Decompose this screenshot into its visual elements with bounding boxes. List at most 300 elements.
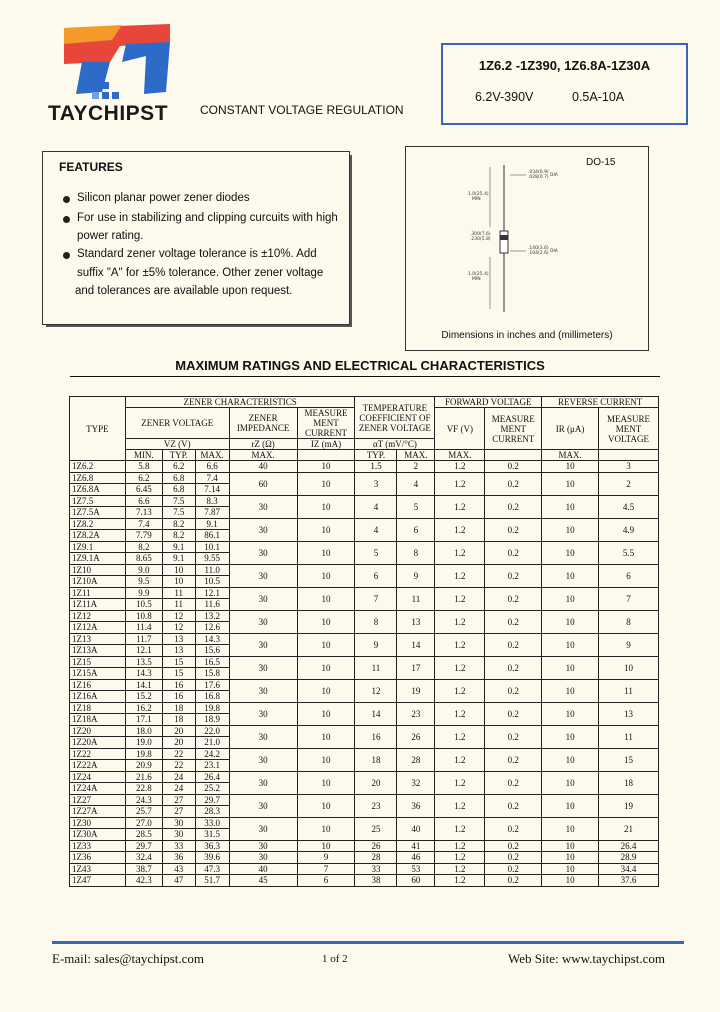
footer-email[interactable]: E-mail: sales@taychipst.com	[52, 951, 205, 966]
cell-tm: 26	[397, 725, 435, 748]
characteristics-table	[69, 396, 659, 887]
cell-t: 1Z13	[70, 633, 126, 645]
cell-vmax: 10.5	[195, 576, 229, 588]
cell-vmin: 9.9	[125, 587, 162, 599]
cell-t: 1Z9.1	[70, 541, 126, 553]
cell-vf: 1.2	[435, 748, 485, 771]
cell-tm: 17	[397, 656, 435, 679]
cell-vmax: 17.6	[195, 679, 229, 691]
cell-vmax: 15.8	[195, 668, 229, 680]
cell-vtyp: 10	[162, 564, 195, 576]
cell-tt: 6	[355, 564, 397, 587]
cell-ir: 10	[542, 461, 599, 473]
table-row	[70, 794, 659, 806]
cell-if: 0.2	[485, 840, 542, 852]
cell-if: 0.2	[485, 472, 542, 495]
cell-vmax: 14.3	[195, 633, 229, 645]
cell-iz: 10	[297, 564, 355, 587]
cell-t: 1Z24A	[70, 783, 126, 795]
cell-vtyp: 7.5	[162, 495, 195, 507]
cell-t: 1Z11A	[70, 599, 126, 611]
cell-vr: 8	[599, 610, 659, 633]
cell-rz: 60	[229, 472, 297, 495]
header-measure-current-f: MEASURE MENT CURRENT	[485, 408, 542, 450]
cell-rz: 30	[229, 840, 297, 852]
cell-vf: 1.2	[435, 472, 485, 495]
cell-vtyp: 16	[162, 691, 195, 703]
cell-vtyp: 6.8	[162, 472, 195, 484]
cell-if: 0.2	[485, 587, 542, 610]
cell-tt: 25	[355, 817, 397, 840]
body-dia-suffix: DIA	[550, 249, 558, 254]
cell-iz: 10	[297, 771, 355, 794]
header-iz: IZ (mA)	[297, 439, 355, 450]
cell-rz: 40	[229, 863, 297, 875]
cell-rz: 30	[229, 564, 297, 587]
header-reverse-current: REVERSE CURRENT	[542, 397, 659, 408]
cell-tm: 8	[397, 541, 435, 564]
cell-vr: 21	[599, 817, 659, 840]
table-row	[70, 587, 659, 599]
cell-vr: 9	[599, 633, 659, 656]
cell-tm: 28	[397, 748, 435, 771]
cell-ir: 10	[542, 817, 599, 840]
cell-t: 1Z22	[70, 748, 126, 760]
cell-rz: 30	[229, 610, 297, 633]
cell-iz: 10	[297, 748, 355, 771]
header-alpha: αT (mV/°C)	[355, 439, 435, 450]
cell-tm: 9	[397, 564, 435, 587]
cell-iz: 10	[297, 495, 355, 518]
cell-ir: 10	[542, 725, 599, 748]
document-subtitle: CONSTANT VOLTAGE REGULATION	[200, 103, 404, 117]
cell-iz: 10	[297, 461, 355, 473]
body-len-label: .300(7.6)	[470, 232, 491, 237]
do15-package-drawing	[406, 147, 648, 327]
cell-iz: 10	[297, 656, 355, 679]
table-row	[70, 702, 659, 714]
cell-vtyp: 8.2	[162, 518, 195, 530]
cell-tt: 4	[355, 495, 397, 518]
cell-vmax: 7.4	[195, 472, 229, 484]
cell-iz: 10	[297, 541, 355, 564]
cell-vr: 7	[599, 587, 659, 610]
body-len-label-2: .230(5.8)	[470, 237, 491, 242]
cell-tm: 40	[397, 817, 435, 840]
cell-tm: 23	[397, 702, 435, 725]
cell-vmax: 22.0	[195, 725, 229, 737]
cell-vmax: 11.6	[195, 599, 229, 611]
section-title: MAXIMUM RATINGS AND ELECTRICAL CHARACTERISTICS	[175, 358, 545, 373]
cell-tm: 19	[397, 679, 435, 702]
cell-ir: 10	[542, 863, 599, 875]
cell-vmin: 16.2	[125, 702, 162, 714]
cell-vtyp: 7.5	[162, 507, 195, 519]
cell-ir: 10	[542, 794, 599, 817]
cell-rz: 30	[229, 541, 297, 564]
cell-if: 0.2	[485, 852, 542, 864]
header-typ: TYP.	[162, 450, 195, 461]
cell-if: 0.2	[485, 541, 542, 564]
cell-tm: 6	[397, 518, 435, 541]
cell-vr: 28.9	[599, 852, 659, 864]
cell-rz: 30	[229, 702, 297, 725]
table-row	[70, 518, 659, 530]
cell-tm: 46	[397, 852, 435, 864]
current-range: 0.5A-10A	[572, 90, 625, 104]
cell-t: 1Z10	[70, 564, 126, 576]
cell-tm: 36	[397, 794, 435, 817]
table-row	[70, 875, 659, 887]
cell-vmax: 19.8	[195, 702, 229, 714]
cell-iz: 10	[297, 518, 355, 541]
cell-t: 1Z18	[70, 702, 126, 714]
table-row	[70, 610, 659, 622]
cell-vmin: 7.79	[125, 530, 162, 542]
cell-iz: 7	[297, 863, 355, 875]
cell-vf: 1.2	[435, 564, 485, 587]
cell-tt: 5	[355, 541, 397, 564]
table-row	[70, 541, 659, 553]
cell-t: 1Z6.8	[70, 472, 126, 484]
cell-vf: 1.2	[435, 495, 485, 518]
cell-vmax: 15.6	[195, 645, 229, 657]
cell-vr: 26.4	[599, 840, 659, 852]
part-range-box	[441, 43, 688, 125]
cell-if: 0.2	[485, 725, 542, 748]
cell-t: 1Z6.2	[70, 461, 126, 473]
cell-tt: 20	[355, 771, 397, 794]
cell-vmin: 14.1	[125, 679, 162, 691]
header-temp-coef: TEMPERATURE COEFFICIENT OF ZENER VOLTAGE	[355, 397, 435, 439]
lead-len-top-min: MIN	[472, 197, 481, 202]
cell-iz: 10	[297, 633, 355, 656]
lead-len-top-label: 1.0(25.4)	[468, 192, 489, 197]
cell-vtyp: 9.1	[162, 541, 195, 553]
bullet-icon	[63, 196, 70, 203]
cell-vmin: 9.5	[125, 576, 162, 588]
section-underline	[70, 376, 660, 377]
part-range: 1Z6.2 -1Z390, 1Z6.8A-1Z30A	[478, 58, 651, 73]
cell-t: 1Z15	[70, 656, 126, 668]
cell-t: 1Z15A	[70, 668, 126, 680]
cell-ir: 10	[542, 656, 599, 679]
cell-if: 0.2	[485, 495, 542, 518]
cell-t: 1Z18A	[70, 714, 126, 726]
cell-t: 1Z12	[70, 610, 126, 622]
cell-vmin: 27.0	[125, 817, 162, 829]
cell-if: 0.2	[485, 771, 542, 794]
cell-vtyp: 11	[162, 587, 195, 599]
cell-tt: 33	[355, 863, 397, 875]
cell-vmin: 5.8	[125, 461, 162, 473]
cell-vmax: 39.6	[195, 852, 229, 864]
table-row	[70, 679, 659, 691]
cell-vtyp: 30	[162, 829, 195, 841]
cell-vmin: 6.6	[125, 495, 162, 507]
lead-dia-suffix: DIA	[550, 173, 558, 178]
cell-if: 0.2	[485, 863, 542, 875]
cell-ir: 10	[542, 518, 599, 541]
cell-rz: 40	[229, 461, 297, 473]
cell-vtyp: 6.2	[162, 461, 195, 473]
header-measure-current: MEASURE MENT CURRENT	[297, 408, 355, 439]
cell-if: 0.2	[485, 794, 542, 817]
cell-t: 1Z36	[70, 852, 126, 864]
cell-ir: 10	[542, 610, 599, 633]
cell-vr: 19	[599, 794, 659, 817]
cell-t: 1Z30A	[70, 829, 126, 841]
cell-vmin: 18.0	[125, 725, 162, 737]
cell-rz: 30	[229, 748, 297, 771]
cell-vf: 1.2	[435, 840, 485, 852]
cell-t: 1Z16	[70, 679, 126, 691]
cell-vr: 37.6	[599, 875, 659, 887]
cell-vtyp: 8.2	[162, 530, 195, 542]
header-iz-blank	[297, 450, 355, 461]
cell-tm: 4	[397, 472, 435, 495]
header-vf-max: MAX.	[435, 450, 485, 461]
cell-tt: 18	[355, 748, 397, 771]
table-row	[70, 495, 659, 507]
cell-vtyp: 10	[162, 576, 195, 588]
cell-vf: 1.2	[435, 610, 485, 633]
cell-t: 1Z24	[70, 771, 126, 783]
cell-vtyp: 27	[162, 794, 195, 806]
cell-vmin: 14.3	[125, 668, 162, 680]
cell-tm: 32	[397, 771, 435, 794]
cell-iz: 10	[297, 702, 355, 725]
cell-vtyp: 12	[162, 622, 195, 634]
cell-ir: 10	[542, 852, 599, 864]
cell-vmin: 20.9	[125, 760, 162, 772]
cell-vtyp: 47	[162, 875, 195, 887]
feature-item-cont: and tolerances are available upon request.	[75, 285, 293, 297]
cell-tm: 13	[397, 610, 435, 633]
cell-if: 0.2	[485, 656, 542, 679]
cell-tt: 16	[355, 725, 397, 748]
cell-vr: 18	[599, 771, 659, 794]
cell-vtyp: 22	[162, 760, 195, 772]
header-zener-voltage: ZENER VOLTAGE	[125, 408, 229, 439]
header-min: MIN.	[125, 450, 162, 461]
cell-t: 1Z7.5A	[70, 507, 126, 519]
cell-t: 1Z12A	[70, 622, 126, 634]
cell-iz: 10	[297, 840, 355, 852]
cell-vmax: 33.0	[195, 817, 229, 829]
cell-vmin: 7.13	[125, 507, 162, 519]
cell-vr: 34.4	[599, 863, 659, 875]
feature-item-cont: suffix "A" for ±5% tolerance. Other zener voltage	[77, 267, 324, 279]
cell-vmin: 21.6	[125, 771, 162, 783]
cell-vf: 1.2	[435, 518, 485, 541]
cell-t: 1Z27	[70, 794, 126, 806]
cell-if: 0.2	[485, 461, 542, 473]
cell-vmin: 8.2	[125, 541, 162, 553]
header-ir: IR (μA)	[542, 408, 599, 450]
cell-vtyp: 20	[162, 737, 195, 749]
cell-tt: 3	[355, 472, 397, 495]
cell-vr: 2	[599, 472, 659, 495]
cell-vmin: 17.1	[125, 714, 162, 726]
cell-tt: 11	[355, 656, 397, 679]
body-dia-label: .140(3.6)	[528, 246, 549, 251]
cell-vmax: 7.14	[195, 484, 229, 496]
cell-iz: 10	[297, 794, 355, 817]
cell-vtyp: 15	[162, 668, 195, 680]
cell-vmin: 10.5	[125, 599, 162, 611]
cell-tt: 9	[355, 633, 397, 656]
cell-vr: 4.5	[599, 495, 659, 518]
cell-vmin: 42.3	[125, 875, 162, 887]
cell-ir: 10	[542, 564, 599, 587]
header-measure-voltage: MEASURE MENT VOLTAGE	[599, 408, 659, 450]
cell-vtyp: 6.8	[162, 484, 195, 496]
cell-t: 1Z16A	[70, 691, 126, 703]
cell-vtyp: 18	[162, 714, 195, 726]
header-temp-max: MAX.	[397, 450, 435, 461]
header-vf: VF (V)	[435, 408, 485, 450]
cell-tt: 1.5	[355, 461, 397, 473]
cell-vf: 1.2	[435, 679, 485, 702]
cell-vtyp: 13	[162, 645, 195, 657]
table-row	[70, 863, 659, 875]
cell-vmax: 18.9	[195, 714, 229, 726]
features-title: FEATURES	[59, 160, 123, 174]
cell-vmax: 8.3	[195, 495, 229, 507]
cell-vmax: 51.7	[195, 875, 229, 887]
cell-vtyp: 9.1	[162, 553, 195, 565]
voltage-range: 6.2V-390V	[475, 90, 534, 104]
cell-vmin: 32.4	[125, 852, 162, 864]
cell-rz: 30	[229, 725, 297, 748]
cell-t: 1Z22A	[70, 760, 126, 772]
cell-vf: 1.2	[435, 702, 485, 725]
cell-vtyp: 11	[162, 599, 195, 611]
cell-vmax: 11.0	[195, 564, 229, 576]
cell-rz: 30	[229, 794, 297, 817]
cell-vmax: 16.8	[195, 691, 229, 703]
cell-if: 0.2	[485, 518, 542, 541]
header-type: TYPE	[70, 397, 126, 461]
cell-rz: 30	[229, 518, 297, 541]
cell-if: 0.2	[485, 748, 542, 771]
cell-vmax: 9.1	[195, 518, 229, 530]
cell-vmin: 22.8	[125, 783, 162, 795]
lead-dia-label: .034(0.9)	[528, 170, 549, 175]
cell-rz: 45	[229, 875, 297, 887]
cell-vmin: 38.7	[125, 863, 162, 875]
cell-tt: 7	[355, 587, 397, 610]
package-diagram-panel	[405, 146, 649, 351]
cell-vmax: 6.6	[195, 461, 229, 473]
cell-vf: 1.2	[435, 875, 485, 887]
cell-vtyp: 22	[162, 748, 195, 760]
dimensions-caption: Dimensions in inches and (millimeters)	[441, 330, 613, 341]
feature-item: Standard zener voltage tolerance is ±10%. Add	[77, 248, 317, 260]
cell-if: 0.2	[485, 633, 542, 656]
table-row	[70, 461, 659, 473]
cell-t: 1Z27A	[70, 806, 126, 818]
cell-ir: 10	[542, 875, 599, 887]
table-row	[70, 817, 659, 829]
cell-vr: 3	[599, 461, 659, 473]
table-row	[70, 840, 659, 852]
table-row	[70, 725, 659, 737]
cell-vr: 11	[599, 725, 659, 748]
cell-vmin: 28.5	[125, 829, 162, 841]
cell-tt: 26	[355, 840, 397, 852]
features-panel	[42, 151, 350, 325]
cell-vtyp: 15	[162, 656, 195, 668]
cell-vmax: 25.2	[195, 783, 229, 795]
cell-vtyp: 12	[162, 610, 195, 622]
cell-vmin: 19.8	[125, 748, 162, 760]
footer-website[interactable]: Web Site: www.taychipst.com	[508, 951, 665, 966]
cell-ir: 10	[542, 748, 599, 771]
cell-if: 0.2	[485, 702, 542, 725]
cell-vmin: 11.4	[125, 622, 162, 634]
cell-tt: 8	[355, 610, 397, 633]
feature-item: Silicon planar power zener diodes	[77, 192, 250, 204]
cell-vr: 11	[599, 679, 659, 702]
cell-vmax: 23.1	[195, 760, 229, 772]
cell-vtyp: 18	[162, 702, 195, 714]
lead-len-bot-min: MIN	[472, 277, 481, 282]
cell-vtyp: 27	[162, 806, 195, 818]
cell-rz: 30	[229, 679, 297, 702]
cell-t: 1Z8.2A	[70, 530, 126, 542]
cell-vmin: 6.2	[125, 472, 162, 484]
cell-ir: 10	[542, 472, 599, 495]
cell-t: 1Z13A	[70, 645, 126, 657]
cell-ir: 10	[542, 541, 599, 564]
cell-t: 1Z10A	[70, 576, 126, 588]
cell-vmin: 15.2	[125, 691, 162, 703]
cell-ir: 10	[542, 633, 599, 656]
cell-vmin: 9.0	[125, 564, 162, 576]
cell-vf: 1.2	[435, 771, 485, 794]
cell-vf: 1.2	[435, 725, 485, 748]
header-if-blank	[485, 450, 542, 461]
cell-vf: 1.2	[435, 863, 485, 875]
cell-vmin: 12.1	[125, 645, 162, 657]
cell-vmin: 25.7	[125, 806, 162, 818]
header-rz: rZ (Ω)	[229, 439, 297, 450]
cell-vmin: 29.7	[125, 840, 162, 852]
cell-vmax: 86.1	[195, 530, 229, 542]
cell-vmin: 24.3	[125, 794, 162, 806]
cell-tt: 28	[355, 852, 397, 864]
cell-vr: 5.5	[599, 541, 659, 564]
cell-tm: 2	[397, 461, 435, 473]
cell-vmax: 24.2	[195, 748, 229, 760]
cell-vtyp: 33	[162, 840, 195, 852]
header-rz-max: MAX.	[229, 450, 297, 461]
cell-iz: 9	[297, 852, 355, 864]
cell-vtyp: 36	[162, 852, 195, 864]
cell-rz: 30	[229, 633, 297, 656]
cell-rz: 30	[229, 587, 297, 610]
cell-t: 1Z9.1A	[70, 553, 126, 565]
cell-tt: 4	[355, 518, 397, 541]
body-dia-label-2: .104(2.6)	[528, 251, 549, 256]
cell-t: 1Z6.8A	[70, 484, 126, 496]
cell-ir: 10	[542, 679, 599, 702]
cell-vf: 1.2	[435, 541, 485, 564]
cell-vmax: 13.2	[195, 610, 229, 622]
cell-vf: 1.2	[435, 794, 485, 817]
